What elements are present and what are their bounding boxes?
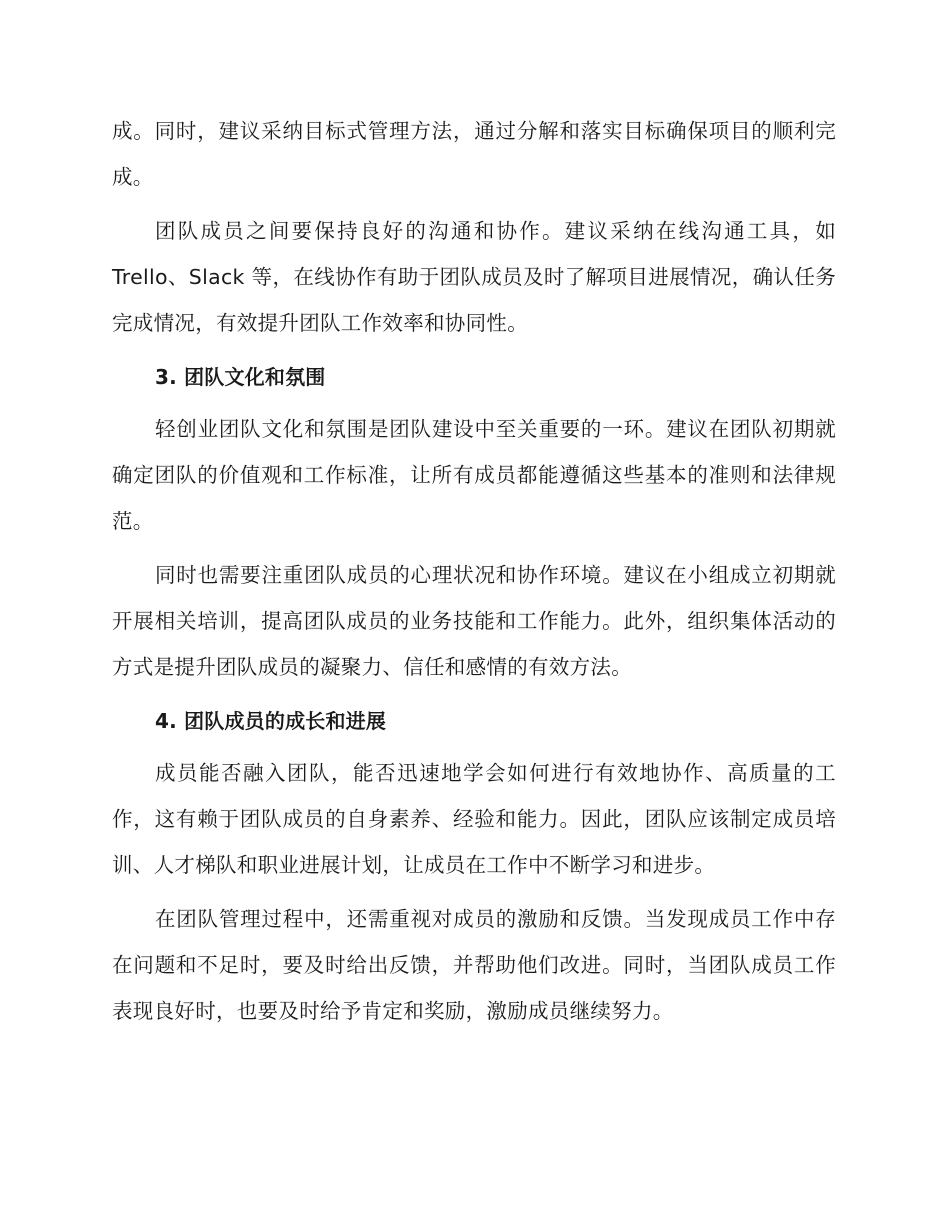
paragraph-continuation: 成。同时，建议采纳目标式管理方法，通过分解和落实目标确保项目的顺利完成。 — [112, 119, 836, 189]
document-body — [112, 108, 836, 1042]
paragraph-communication: 团队成员之间要保持良好的沟通和协作。建议采纳在线沟通工具，如 Trello、Slack 等，在线协作有助于团队成员及时了解项目进展情况，确认任务完成情况，有效提升团队工作效率和协同性。 — [112, 219, 836, 335]
paragraph-growth: 成员能否融入团队，能否迅速地学会如何进行有效地协作、高质量的工作，这有赖于团队成员的自身素养、经验和能力。因此，团队应该制定成员培训、人才梯队和职业进展计划，让成员在工作中不断学习和进步。 — [112, 761, 836, 877]
paragraph-psychology: 同时也需要注重团队成员的心理状况和协作环境。建议在小组成立初期就开展相关培训，提高团队成员的业务技能和工作能力。此外，组织集体活动的方式是提升团队成员的凝聚力、信任和感情的有效方法。 — [112, 563, 836, 679]
section-heading-member-growth: 4. 团队成员的成长和进展 — [155, 709, 387, 733]
paragraph-feedback: 在团队管理过程中，还需重视对成员的激励和反馈。当发现成员工作中存在问题和不足时，要及时给出反馈，并帮助他们改进。同时，当团队成员工作表现良好时，也要及时给予肯定和奖励，激励成员继续努力。 — [112, 907, 836, 1023]
section-heading-team-culture: 3. 团队文化和氛围 — [155, 365, 326, 389]
paragraph-culture: 轻创业团队文化和氛围是团队建设中至关重要的一环。建议在团队初期就确定团队的价值观和工作标准，让所有成员都能遵循这些基本的准则和法律规范。 — [112, 417, 836, 533]
